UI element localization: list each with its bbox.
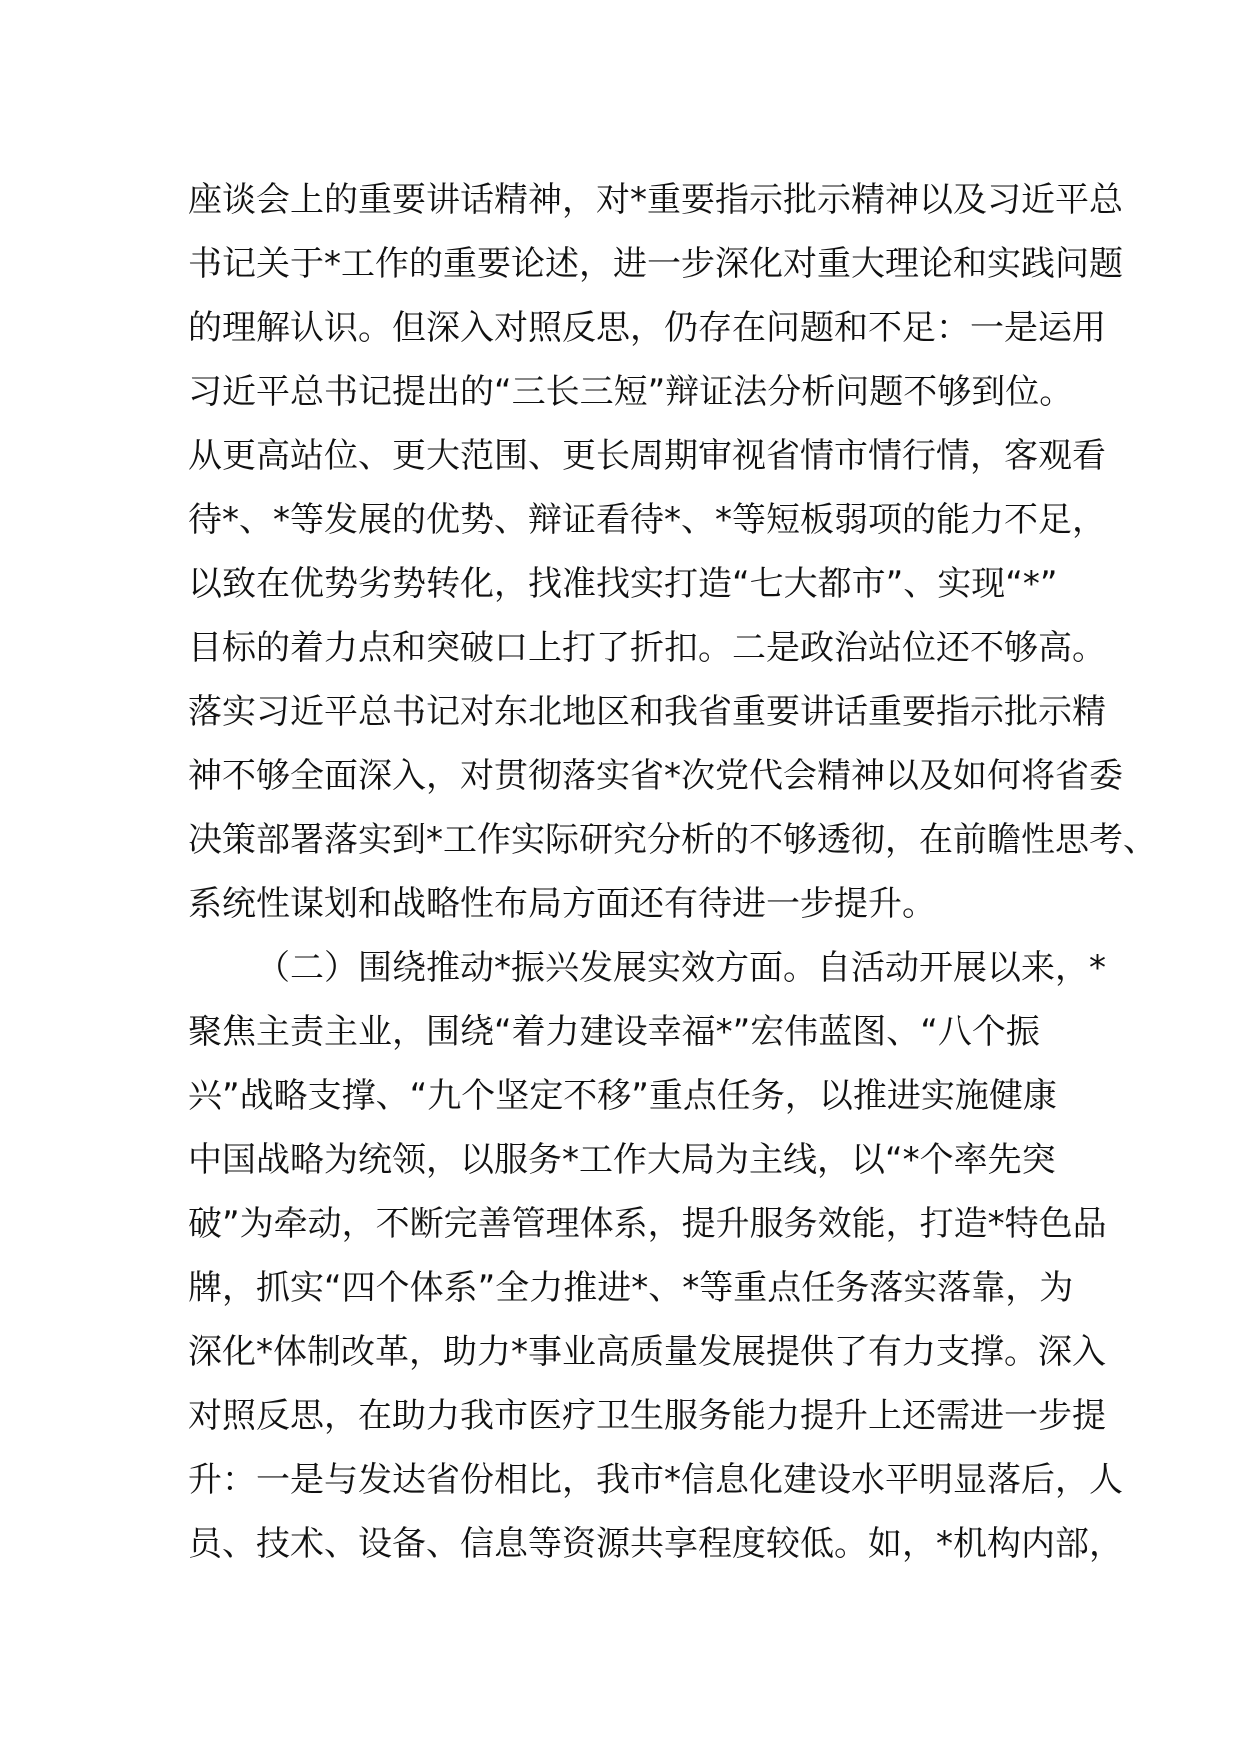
text-line: 待*、*等发展的优势、辩证看待*、*等短板弱项的能力不足， bbox=[188, 500, 1106, 540]
text-line: 升：一是与发达省份相比，我市*信息化建设水平明显落后，人 bbox=[188, 1460, 1123, 1500]
text-line: 中国战略为统领，以服务*工作大局为主线，以“*个率先突 bbox=[188, 1140, 1056, 1180]
text-line: 座谈会上的重要讲话精神，对*重要指示批示精神以及习近平总 bbox=[188, 180, 1123, 220]
text-line: 从更高站位、更大范围、更长周期审视省情市情行情，客观看 bbox=[188, 436, 1106, 476]
text-line: 神不够全面深入，对贯彻落实省*次党代会精神以及如何将省委 bbox=[188, 756, 1123, 796]
text-line: 对照反思，在助力我市医疗卫生服务能力提升上还需进一步提 bbox=[188, 1396, 1106, 1436]
text-line: 落实习近平总书记对东北地区和我省重要讲话重要指示批示精 bbox=[188, 692, 1106, 732]
text-line: 聚焦主责主业，围绕“着力建设幸福*”宏伟蓝图、“八个振 bbox=[188, 1012, 1040, 1052]
text-line: 员、技术、设备、信息等资源共享程度较低。如，*机构内部， bbox=[188, 1524, 1123, 1564]
text-line: 习近平总书记提出的“三长三短”辩证法分析问题不够到位。 bbox=[188, 372, 1074, 412]
text-line: 决策部署落实到*工作实际研究分析的不够透彻，在前瞻性思考、 bbox=[188, 820, 1157, 860]
text-line: 兴”战略支撑、“九个坚定不移”重点任务，以推进实施健康 bbox=[188, 1076, 1057, 1116]
text-line: 牌，抓实“四个体系”全力推进*、*等重点任务落实落靠，为 bbox=[188, 1268, 1074, 1308]
body-text bbox=[188, 168, 1157, 1576]
text-line: 系统性谋划和战略性布局方面还有待进一步提升。 bbox=[188, 884, 936, 924]
text-line: 的理解认识。但深入对照反思，仍存在问题和不足：一是运用 bbox=[188, 308, 1106, 348]
text-line: 目标的着力点和突破口上打了折扣。二是政治站位还不够高。 bbox=[188, 628, 1106, 668]
text-line: 书记关于*工作的重要论述，进一步深化对重大理论和实践问题 bbox=[188, 244, 1123, 284]
text-line: 破”为牵动，不断完善管理体系，提升服务效能，打造*特色品 bbox=[188, 1204, 1107, 1244]
text-line: 以致在优势劣势转化，找准找实打造“七大都市”、实现“*” bbox=[188, 564, 1058, 604]
text-line: 深化*体制改革，助力*事业高质量发展提供了有力支撑。深入 bbox=[188, 1332, 1106, 1372]
section-heading-line: （二）围绕推动*振兴发展实效方面。自活动开展以来，* bbox=[256, 948, 1106, 988]
